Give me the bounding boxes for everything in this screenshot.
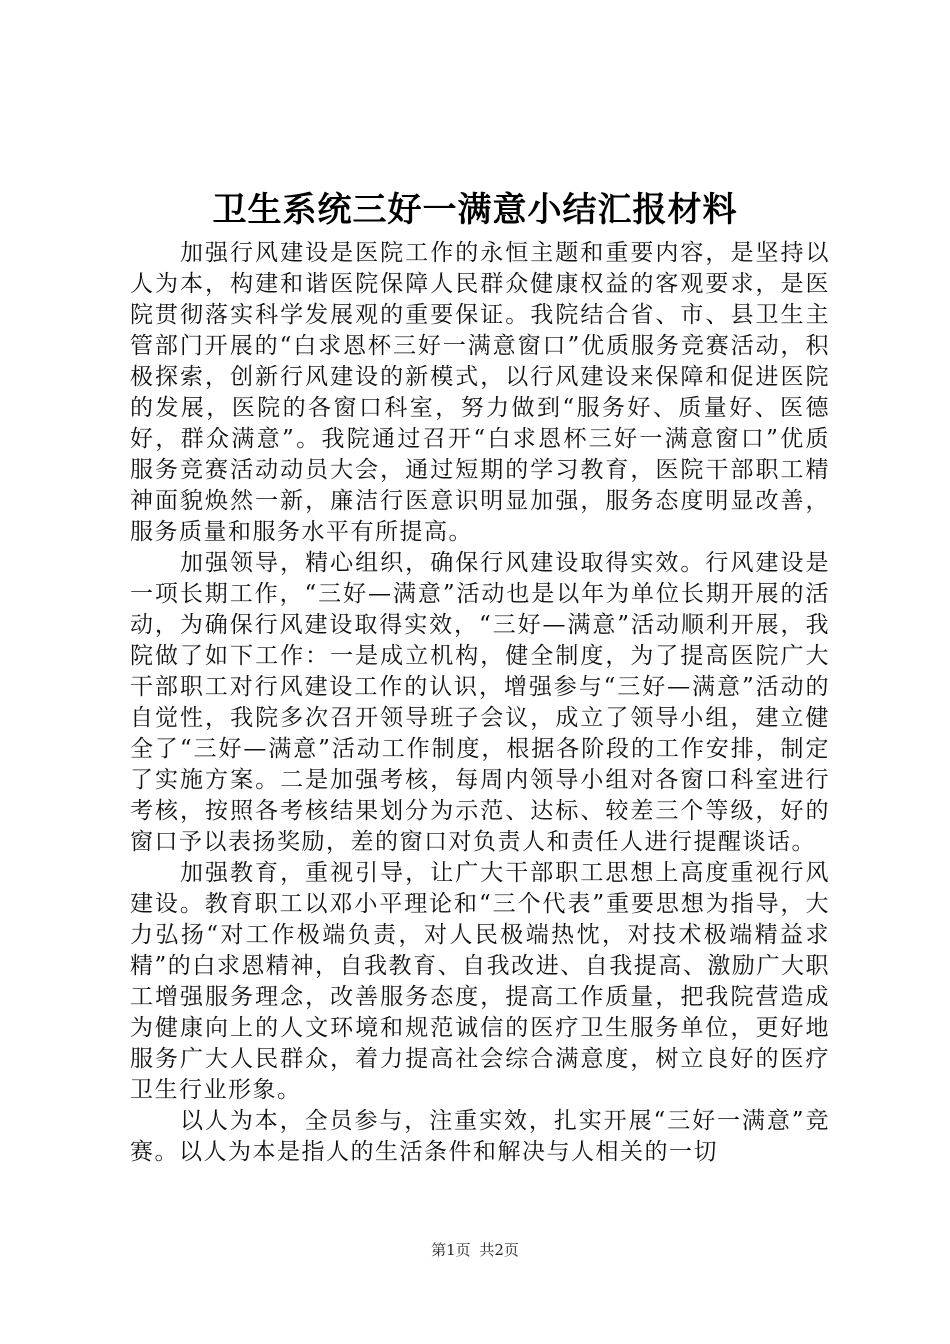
document-body	[130, 238, 830, 1168]
paragraph-4: 以人为本，全员参与，注重实效，扎实开展“三好一满意”竞赛。以人为本是指人的生活条件和解决与人相关的一切	[130, 1108, 830, 1165]
page-total: 共2页	[479, 1241, 519, 1259]
paragraph-2: 加强领导，精心组织，确保行风建设取得实效。行风建设是一项长期工作，“三好—满意”活动也是以年为单位长期开展的活动，为确保行风建设取得实效，“三好—满意”活动顺利开展，我院做了如下工作：一是成立机构，健全制度，为了提高医院广大干部职工对行风建设工作的认识，增强参与“三好—满意”活动的自觉性，我院多次召开领导班子会议，成立了领导小组，建立健全了“三好—满意”活动工作制度，根据各阶段的工作安排，制定了实施方案。二是加强考核，每周内领导小组对各窗口科室进行考核，按照各考核结果划分为示范、达标、较差三个等级，好的窗口予以表扬奖励，差的窗口对负责人和责任人进行提醒谈话。	[130, 550, 830, 855]
paragraph-1: 加强行风建设是医院工作的永恒主题和重要内容，是坚持以人为本，构建和谐医院保障人民群众健康权益的客观要求，是医院贯彻落实科学发展观的重要保证。我院结合省、市、县卫生主管部门开展的“白求恩杯三好一满意窗口”优质服务竞赛活动，积极探索，创新行风建设的新模式，以行风建设来保障和促进医院的发展，医院的各窗口科室，努力做到“服务好、质量好、医德好，群众满意”。我院通过召开“白求恩杯三好一满意窗口”优质服务竞赛活动动员大会，通过短期的学习教育，医院干部职工精神面貌焕然一新，廉洁行医意识明显加强，服务态度明显改善，服务质量和服务水平有所提高。	[130, 240, 830, 545]
page-footer	[0, 1240, 950, 1260]
page-number: 第1页	[431, 1241, 471, 1259]
document-title: 卫生系统三好一满意小结汇报材料	[212, 190, 738, 230]
paragraph-3: 加强教育，重视引导，让广大干部职工思想上高度重视行风建设。教育职工以邓小平理论和“三个代表”重要思想为指导，大力弘扬“对工作极端负责，对人民极端热忱，对技术极端精益求精”的白求恩精神，自我教育、自我改进、自我提高、激励广大职工增强服务理念，改善服务态度，提高工作质量，把我院营造成为健康向上的人文环境和规范诚信的医疗卫生服务单位，更好地服务广大人民群众，着力提高社会综合满意度，树立良好的医疗卫生行业形象。	[130, 860, 830, 1103]
